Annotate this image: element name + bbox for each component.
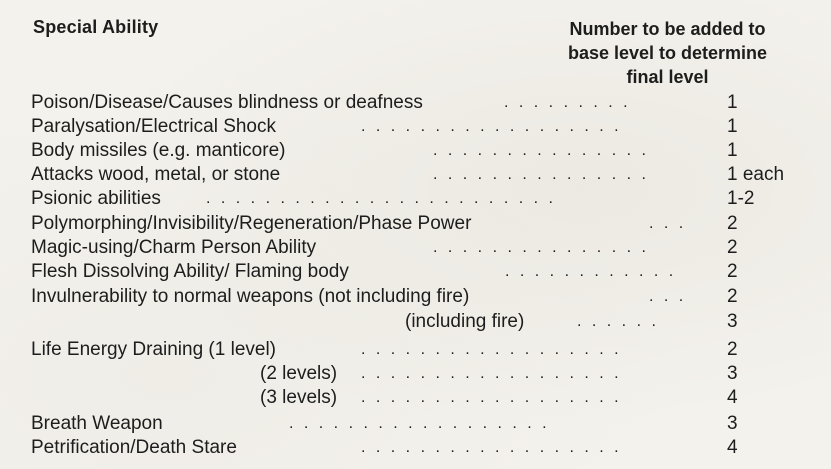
leader-dots: . . . . . . . . . . . . . . . . . . [361, 118, 622, 135]
leader-dots: . . . . . . . . . . . . . . . [433, 166, 649, 183]
ability-label: Poison/Disease/Causes blindness or deafness [31, 92, 423, 113]
level-value: 1 [727, 140, 738, 161]
level-value: 2 [727, 286, 738, 307]
ability-label: (including fire) [405, 311, 525, 332]
header-line-3: final level [626, 67, 709, 87]
leader-dots: . . . . . . . . . . . . . . . [433, 142, 649, 159]
level-value: 3 [727, 311, 738, 332]
leader-dots: . . . [649, 288, 687, 305]
level-value: 1 [727, 92, 738, 113]
level-value: 1 each [727, 164, 785, 185]
leader-dots: . . . . . . . . . [504, 94, 631, 111]
leader-dots: . . . . . . . . . . . . . . . . . . [361, 389, 622, 406]
ability-label: Psionic abilities [31, 188, 161, 209]
level-value: 1 [727, 116, 738, 137]
header-line-2: base level to determine [567, 43, 768, 63]
column-header-special-ability: Special Ability [33, 17, 159, 37]
level-value: 2 [727, 237, 738, 258]
ability-label: (2 levels) [260, 363, 338, 384]
ability-label: Body missiles (e.g. manticore) [31, 140, 286, 161]
leader-dots: . . . . . . [577, 313, 659, 330]
leader-dots: . . . . . . . . . . . . . . . [433, 239, 649, 256]
level-value: 2 [727, 213, 738, 234]
ability-label: Flesh Dissolving Ability/ Flaming body [31, 261, 349, 282]
ability-label: Petrification/Death Stare [31, 437, 237, 458]
ability-label: Paralysation/Electrical Shock [31, 116, 276, 137]
leader-dots: . . . . . . . . . . . . . . . . . . [361, 439, 622, 456]
leader-dots: . . . . . . . . . . . . . . . . . . [289, 415, 550, 432]
level-value: 2 [727, 339, 738, 360]
column-header-number-added [540, 17, 795, 89]
leader-dots: . . . . . . . . . . . . . . . . . . . . . . . . [206, 190, 556, 207]
leader-dots: . . . . . . . . . . . . . . . . . . [361, 341, 622, 358]
ability-label: (3 levels) [260, 387, 338, 408]
level-value: 4 [727, 437, 738, 458]
ability-label: Invulnerability to normal weapons (not including fire) [31, 286, 470, 307]
level-value: 3 [727, 413, 738, 434]
level-value: 1-2 [727, 188, 755, 209]
ability-label: Life Energy Draining (1 level) [31, 339, 277, 360]
ability-label: Magic-using/Charm Person Ability [31, 237, 317, 258]
ability-label: Polymorphing/Invisibility/Regeneration/Phase Power [31, 213, 472, 234]
ability-label: Attacks wood, metal, or stone [31, 164, 281, 185]
level-value: 2 [727, 261, 738, 282]
level-value: 3 [727, 363, 738, 384]
leader-dots: . . . . . . . . . . . . . . . . . . [361, 365, 622, 382]
level-value: 4 [727, 387, 738, 408]
header-line-1: Number to be added to [569, 19, 766, 39]
leader-dots: . . . [649, 215, 687, 232]
ability-label: Breath Weapon [31, 413, 163, 434]
leader-dots: . . . . . . . . . . . . [505, 263, 677, 280]
